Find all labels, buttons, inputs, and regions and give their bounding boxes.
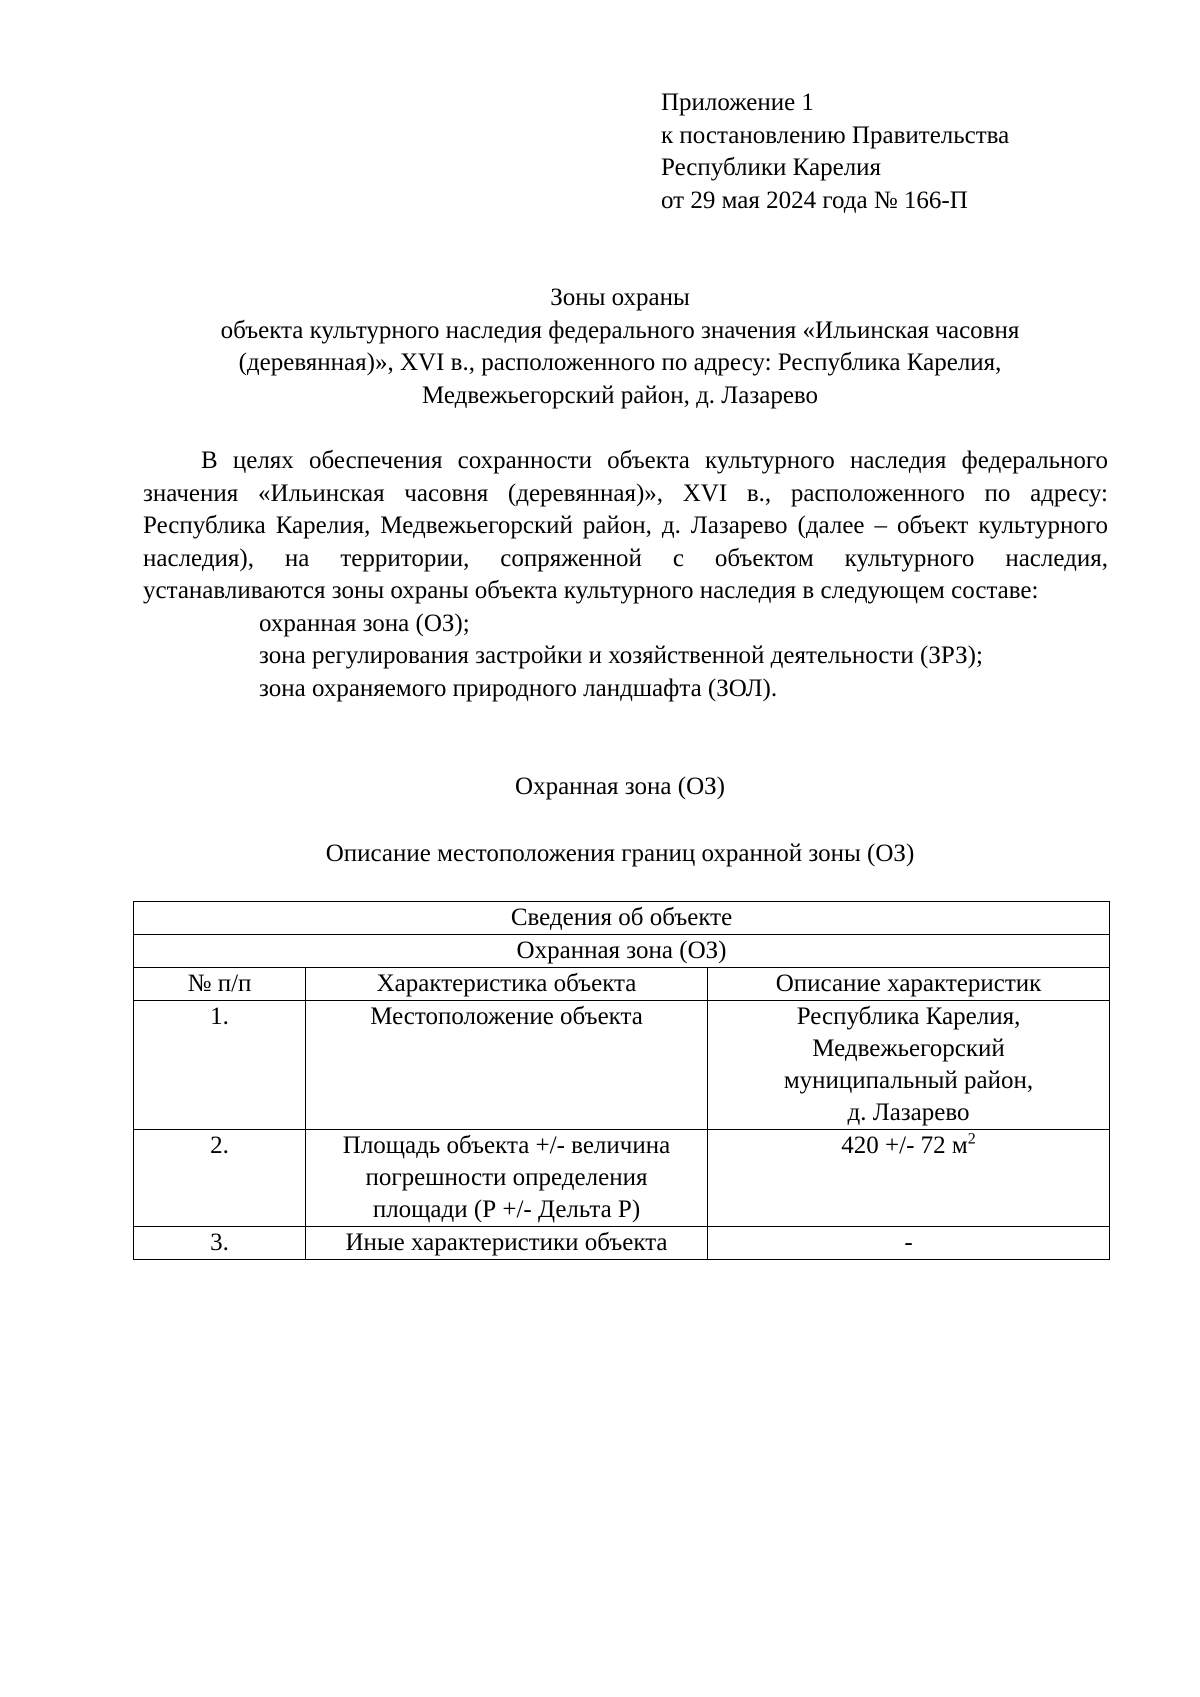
appendix-line: к постановлению Правительства bbox=[661, 121, 1010, 149]
value-line: д. Лазарево bbox=[847, 1099, 970, 1126]
row-value bbox=[708, 1130, 1110, 1227]
area-unit-exponent: 2 bbox=[967, 1130, 976, 1148]
title-line: (деревянная)», XVI в., расположенного по адресу: Республика Карелия, bbox=[238, 349, 1002, 376]
characteristic-line: погрешности определения bbox=[365, 1164, 648, 1191]
list-item: зона регулирования застройки и хозяйственной деятельности (ЗРЗ); bbox=[259, 642, 983, 669]
table-row bbox=[134, 1001, 1110, 1130]
area-value: 420 +/- 72 м bbox=[841, 1132, 968, 1159]
characteristic-line: Площадь объекта +/- величина bbox=[342, 1132, 671, 1159]
appendix-line: Приложение 1 bbox=[661, 89, 814, 116]
title-line: объекта культурного наследия федерального значения «Ильинская часовня bbox=[220, 316, 1020, 344]
column-header: Характеристика объекта bbox=[306, 968, 708, 1001]
row-number: 3. bbox=[134, 1227, 306, 1260]
title-line: Медвежьегорский район, д. Лазарево bbox=[421, 381, 819, 409]
list-item: охранная зона (ОЗ); bbox=[259, 609, 470, 637]
table-header-row bbox=[134, 968, 1110, 1001]
row-characteristic: Местоположение объекта bbox=[306, 1001, 708, 1130]
appendix-line: от 29 мая 2024 года № 166-П bbox=[661, 186, 968, 214]
section-subheading: Описание местоположения границ охранной зоны (ОЗ) bbox=[325, 840, 915, 867]
column-header: № п/п bbox=[134, 968, 306, 1001]
row-number: 2. bbox=[134, 1130, 306, 1227]
list-item: зона охраняемого природного ландшафта (ЗОЛ). bbox=[259, 674, 778, 702]
table-caption: Сведения об объекте bbox=[134, 902, 1110, 935]
row-characteristic: Иные характеристики объекта bbox=[306, 1227, 708, 1260]
table-row bbox=[134, 1130, 1110, 1227]
row-number: 1. bbox=[134, 1001, 306, 1130]
table-subcaption: Охранная зона (ОЗ) bbox=[134, 935, 1110, 968]
value-line: Медвежьегорский bbox=[812, 1035, 1005, 1062]
document-title bbox=[130, 282, 1110, 412]
value-line: муниципальный район, bbox=[783, 1067, 1034, 1094]
section-heading: Охранная зона (ОЗ) bbox=[515, 773, 725, 800]
appendix-line: Республики Карелия bbox=[661, 154, 882, 181]
table-row bbox=[134, 1227, 1110, 1260]
row-characteristic bbox=[306, 1130, 708, 1227]
object-info-table bbox=[133, 901, 1110, 1260]
appendix-block bbox=[661, 87, 1141, 217]
column-header: Описание характеристик bbox=[708, 968, 1110, 1001]
value-line: Республика Карелия, bbox=[796, 1003, 1021, 1030]
title-line: Зоны охраны bbox=[550, 284, 690, 311]
row-value: - bbox=[708, 1227, 1110, 1260]
row-value bbox=[708, 1001, 1110, 1130]
intro-section bbox=[143, 445, 1108, 705]
characteristic-line: площади (Р +/- Дельта Р) bbox=[372, 1196, 641, 1223]
intro-paragraph: В целях обеспечения сохранности объекта культурного наследия федерального значения «Ильинская часовня (деревянная)», XVI в., расположенного по адресу: Республика Карелия, Медвежьегорский район, д. Лазарево (далее – объект культурного наследия), на территории, сопряженной с объектом культурного наследия, устанавливаются зоны охраны объекта культурного наследия в следующем составе: bbox=[143, 447, 1108, 604]
